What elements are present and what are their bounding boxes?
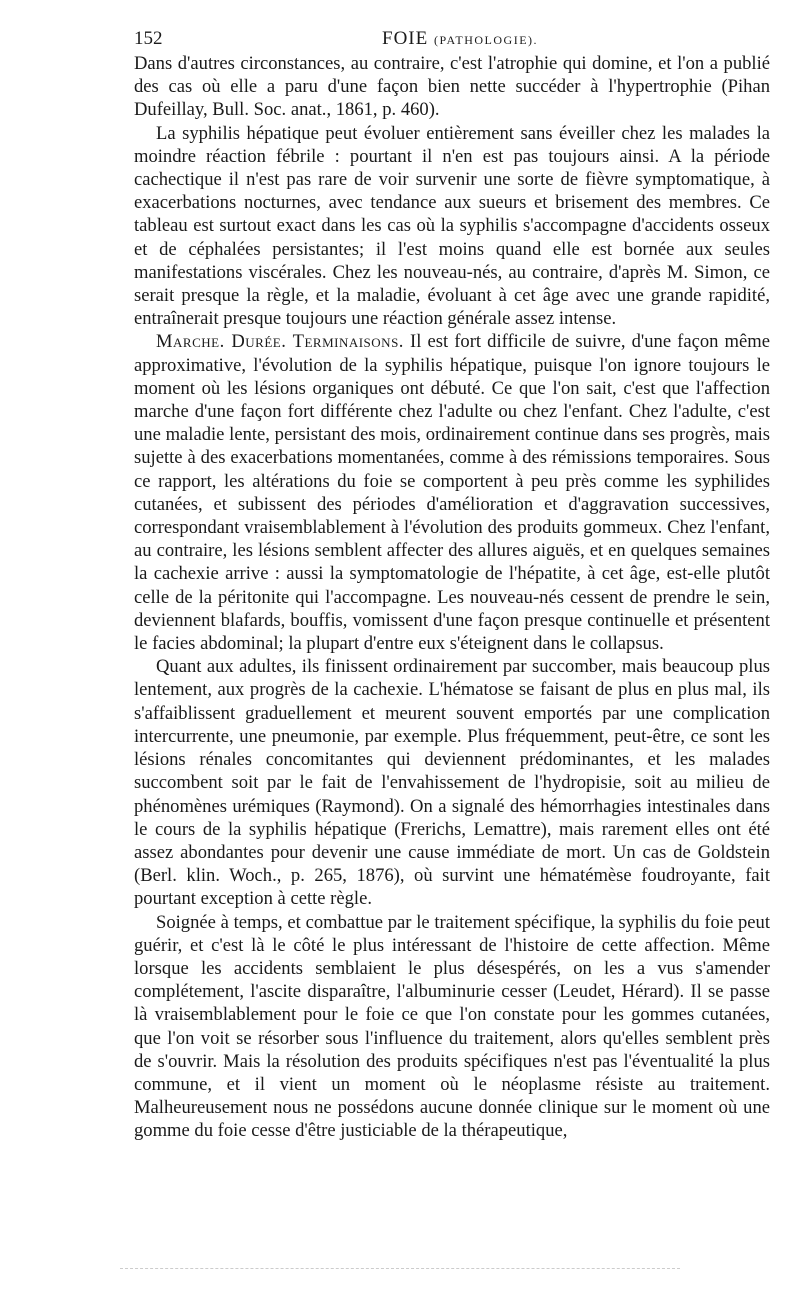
paragraph-1: Dans d'autres circonstances, au contraire, c'est l'atrophie qui domine, et l'on a publié des cas où elle a paru d'une façon bien nette succéder à l'hypertrophie (Pihan Dufeillay, Bull. Soc. anat., 1861, p. 460). (134, 53, 770, 121)
running-title-main: FOIE (382, 28, 429, 49)
page-number: 152 (134, 28, 163, 49)
section-heading: Marche. Durée. Terminaisons. (156, 331, 404, 353)
paragraph-5: Soignée à temps, et combattue par le traitement spécifique, la syphilis du foie peut guérir, et c'est là le côté le plus intéressant de l'histoire de cette affection. Même lorsque les accidents semblaient le plus désespérés, on les a vus s'amender complétement, l'ascite disparaître, l'albuminurie cesser (Leudet, Hérard). Il se passe là vraisemblablement pour le foie ce que l'on constate pour les gommes cutanées, que l'on voit se résorber sous l'influence du traitement, alors qu'elles semblent près de s'ouvrir. Mais la résolution des produits spécifiques n'est pas l'éventualité la plus commune, et il vient un moment où le néoplasme résiste au traitement. Malheureusement nous ne possédons aucune donnée clinique sur le moment où une gomme du foie cesse d'être justiciable de la thérapeutique, (134, 911, 770, 1142)
running-header (134, 28, 770, 54)
running-title (382, 28, 538, 50)
body-text (134, 52, 770, 1143)
scan-footer-mark (120, 1268, 680, 1275)
paragraph-3-text: Il est fort difficile de suivre, d'une façon même approximative, l'évolution de la syphilis hépatique, puisque l'on ignore toujours le moment où les lésions organiques ont débuté. Ce que l'on sait, c'est que l'affection marche d'une façon fort différente chez l'adulte ou chez l'enfant. Chez l'adulte, c'est une maladie lente, persistant des mois, ordinairement continue dans ses progrès, mais sujette à des exacerbations momentanées, comme à des rémissions temporaires. Sous ce rapport, les altérations du foie se comportent à peu près comme les syphilides cutanées, et subissent des périodes d'amélioration et d'aggravation successives, correspondant vraisemblablement à l'évolution des produits gommeux. Chez l'enfant, au contraire, les lésions semblent affecter des allures aiguës, et en quelques semaines la cachexie arrive : aussi la symptomatologie de l'hépatite, à cet âge, est-elle plutôt celle de la péritonite qui l'accompagne. Les nouveau-nés cessent de prendre le sein, deviennent blafards, bouffis, vomissent d'une façon presque continuelle et présentent le facies abdominal; la plupart d'entre eux s'éteignent dans le collapsus. (134, 331, 770, 655)
paragraph-4: Quant aux adultes, ils finissent ordinairement par succomber, mais beaucoup plus lentement, aux progrès de la cachexie. L'hématose se faisant de plus en plus mal, ils s'affaiblissent graduellement et meurent souvent emportés par une complication intercurrente, une pneumonie, par exemple. Plus fréquemment, peut-être, ce sont les lésions rénales concomitantes qui deviennent prédominantes, et les malades succombent soit par le fait de l'envahissement de l'hydropisie, soit au milieu de phénomènes urémiques (Raymond). On a signalé des hémorrhagies intestinales dans le cours de la syphilis hépatique (Frerichs, Lemattre), mais rarement elles ont été assez abondantes pour devenir une cause immédiate de mort. Un cas de Goldstein (Berl. klin. Woch., p. 265, 1876), où survint une hématémèse foudroyante, fait pourtant exception à cette règle. (134, 656, 770, 910)
paragraph-3 (134, 330, 770, 655)
paragraph-2: La syphilis hépatique peut évoluer entièrement sans éveiller chez les malades la moindre réaction fébrile : pourtant il n'en est pas toujours ainsi. A la période cachectique il n'est pas rare de voir survenir une sorte de fièvre symptomatique, à exacerbations nocturnes, avec tendance aux sueurs et brisement des membres. Ce tableau est surtout exact dans les cas où la syphilis s'accompagne d'accidents osseux et de céphalées persistantes; il l'est moins quand elle est bornée aux seules manifestations viscérales. Chez les nouveau-nés, au contraire, d'après M. Simon, ce serait presque la règle, et la maladie, évoluant à cet âge avec une grande rapidité, entraînerait presque toujours une réaction générale assez intense. (134, 122, 770, 330)
running-title-sub: (PATHOLOGIE). (433, 33, 539, 47)
